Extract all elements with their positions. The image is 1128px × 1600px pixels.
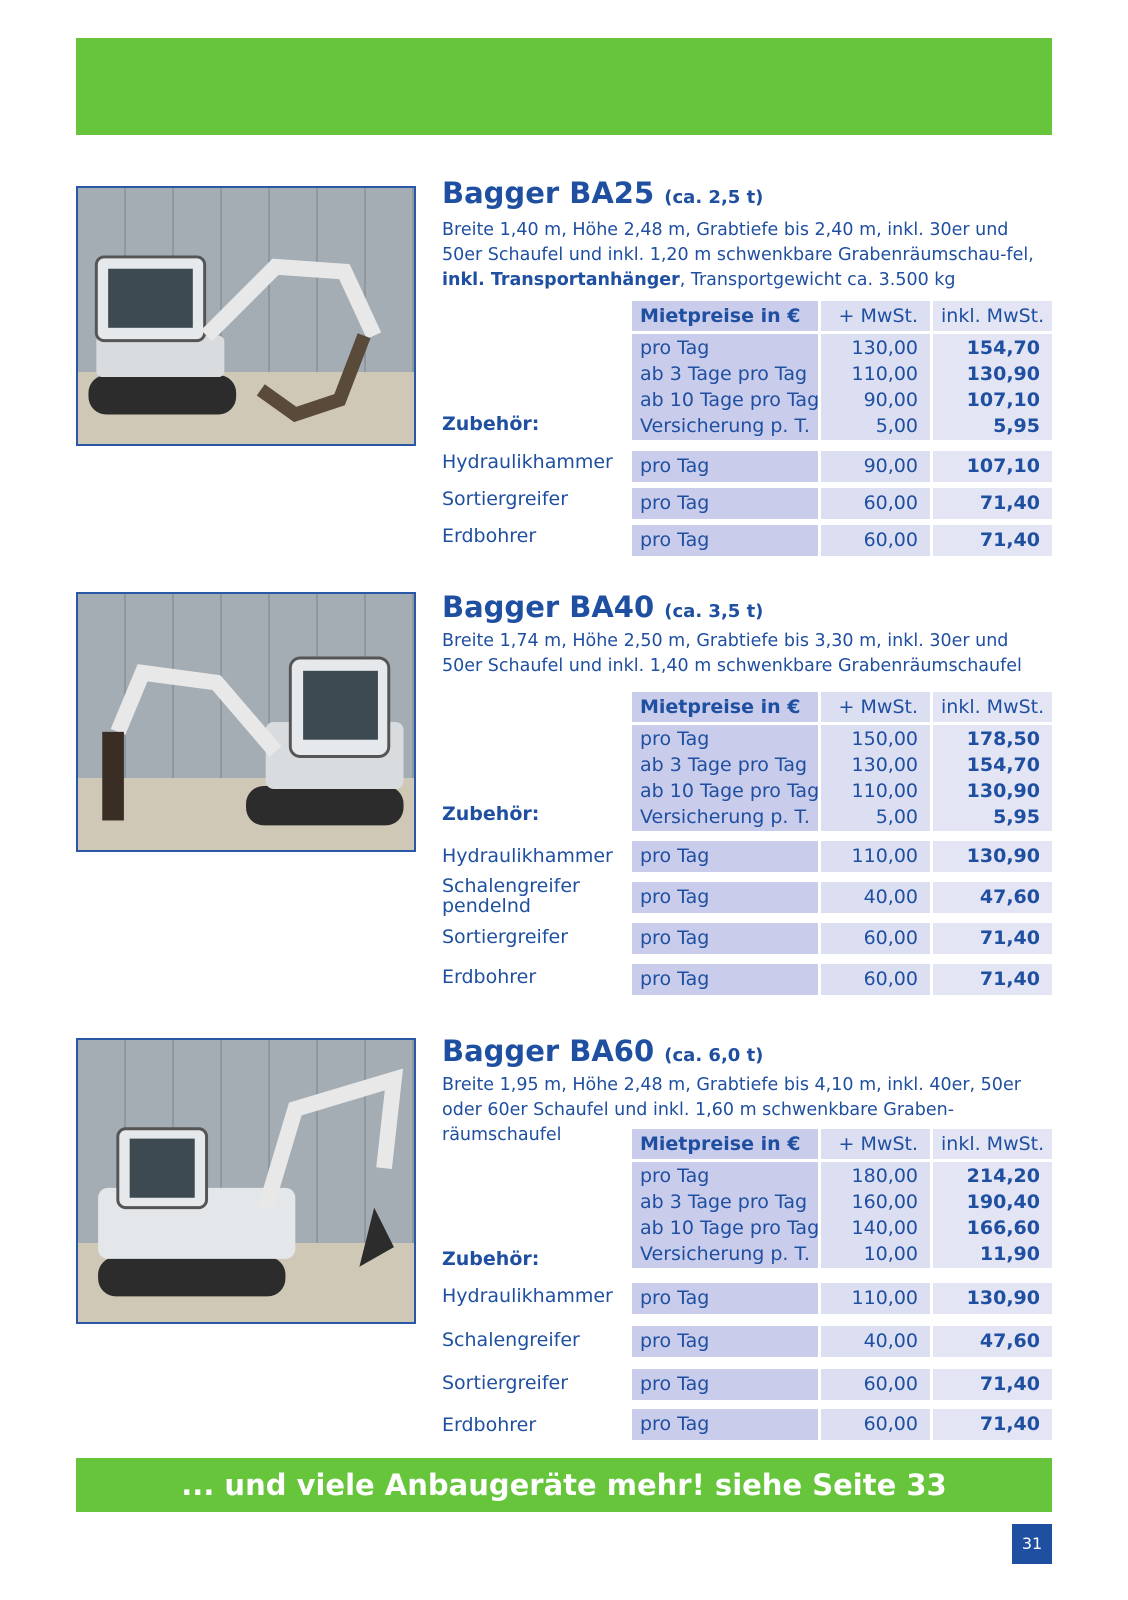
accessory-name: Hydraulikhammer xyxy=(442,1285,613,1307)
accessory-net: 60,00 xyxy=(821,1409,930,1440)
accessory-unit: pro Tag xyxy=(632,451,818,482)
rate-gross-ba40: 178,50 154,70 130,90 5,95 xyxy=(933,725,1052,831)
accessory-name: Schalengreifer xyxy=(442,1329,580,1351)
accessory-name: Sortiergreifer xyxy=(442,488,569,510)
accessory-name: Erdbohrer xyxy=(442,525,537,547)
accessory-gross: 71,40 xyxy=(933,488,1052,519)
page-number: 31 xyxy=(1012,1524,1052,1564)
accessory-gross: 107,10 xyxy=(933,451,1052,482)
accessory-name: Erdbohrer xyxy=(442,1414,537,1436)
rate-labels-ba60: pro Tag ab 3 Tage pro Tag ab 10 Tage pro Tag Versicherung p. T. xyxy=(632,1162,818,1268)
rate-header-ba60: Mietpreise in € xyxy=(632,1129,818,1159)
excavator-photo-ba60 xyxy=(76,1038,416,1324)
product-description-ba60: Breite 1,95 m, Höhe 2,48 m, Grabtiefe bis 4,10 m, inkl. 40er, 50er oder 60er Schaufel und inkl. 1,60 m schwenkbare Graben-räumschaufel xyxy=(442,1075,1021,1145)
rate-net-ba25: 130,00 110,00 90,00 5,00 xyxy=(821,334,930,440)
product-title-ba25: Bagger BA25 (ca. 2,5 t) xyxy=(442,176,764,210)
accessory-name: Sortiergreifer xyxy=(442,926,569,948)
accessory-net: 60,00 xyxy=(821,964,930,995)
accessory-net: 90,00 xyxy=(821,451,930,482)
rate-gross-ba60: 214,20 190,40 166,60 11,90 xyxy=(933,1162,1052,1268)
footer-banner: ... und viele Anbaugeräte mehr! siehe Seite 33 xyxy=(76,1458,1052,1512)
accessory-unit: pro Tag xyxy=(632,1283,818,1314)
rate-header-ba40: Mietpreise in € xyxy=(632,692,818,722)
product-title-ba40: Bagger BA40 (ca. 3,5 t) xyxy=(442,590,764,624)
accessory-net: 110,00 xyxy=(821,1283,930,1314)
accessory-name: Hydraulikhammer xyxy=(442,451,613,473)
accessory-net: 60,00 xyxy=(821,1369,930,1400)
accessory-gross: 71,40 xyxy=(933,1409,1052,1440)
zubehor-label-ba25: Zubehör: xyxy=(442,413,540,435)
rate-net-ba40: 150,00 130,00 110,00 5,00 xyxy=(821,725,930,831)
accessory-gross: 130,90 xyxy=(933,841,1052,872)
accessory-unit: pro Tag xyxy=(632,1409,818,1440)
accessory-net: 40,00 xyxy=(821,1326,930,1357)
accessory-name: Hydraulikhammer xyxy=(442,845,613,867)
accessory-unit: pro Tag xyxy=(632,1326,818,1357)
rate-labels-ba25: pro Tag ab 3 Tage pro Tag ab 10 Tage pro Tag Versicherung p. T. xyxy=(632,334,818,440)
accessory-name: Erdbohrer xyxy=(442,966,537,988)
zubehor-label-ba40: Zubehör: xyxy=(442,803,540,825)
accessory-name: Sortiergreifer xyxy=(442,1372,569,1394)
accessory-gross: 47,60 xyxy=(933,1326,1052,1357)
gross-header-ba60: inkl. MwSt. xyxy=(933,1129,1052,1159)
excavator-photo-ba40 xyxy=(76,592,416,852)
net-header-ba40: + MwSt. xyxy=(821,692,930,722)
product-title-ba60: Bagger BA60 (ca. 6,0 t) xyxy=(442,1034,764,1068)
accessory-unit: pro Tag xyxy=(632,841,818,872)
accessory-unit: pro Tag xyxy=(632,525,818,556)
accessory-gross: 71,40 xyxy=(933,964,1052,995)
excavator-ba40-graphic xyxy=(78,594,414,850)
zubehor-label-ba60: Zubehör: xyxy=(442,1248,540,1270)
accessory-gross: 71,40 xyxy=(933,525,1052,556)
rate-gross-ba25: 154,70 130,90 107,10 5,95 xyxy=(933,334,1052,440)
accessory-gross: 71,40 xyxy=(933,923,1052,954)
excavator-ba25-graphic xyxy=(78,188,414,444)
accessory-unit: pro Tag xyxy=(632,923,818,954)
gross-header-ba25: inkl. MwSt. xyxy=(933,301,1052,331)
excavator-photo-ba25 xyxy=(76,186,416,446)
accessory-net: 60,00 xyxy=(821,525,930,556)
rate-header-ba25: Mietpreise in € xyxy=(632,301,818,331)
accessory-gross: 71,40 xyxy=(933,1369,1052,1400)
excavator-ba60-graphic xyxy=(78,1040,414,1322)
accessory-name: Schalengreifer pendelnd xyxy=(442,875,580,917)
accessory-net: 40,00 xyxy=(821,882,930,913)
rate-labels-ba40: pro Tag ab 3 Tage pro Tag ab 10 Tage pro Tag Versicherung p. T. xyxy=(632,725,818,831)
gross-header-ba40: inkl. MwSt. xyxy=(933,692,1052,722)
product-description-ba25: Breite 1,40 m, Höhe 2,48 m, Grabtiefe bis 2,40 m, inkl. 30er und 50er Schaufel und inkl. 1,20 m schwenkbare Grabenräumschau-fel, inkl. Transportanhänger, Transportgewicht ca. 3.500 kg xyxy=(442,220,1034,290)
accessory-net: 60,00 xyxy=(821,488,930,519)
accessory-gross: 47,60 xyxy=(933,882,1052,913)
net-header-ba25: + MwSt. xyxy=(821,301,930,331)
accessory-gross: 130,90 xyxy=(933,1283,1052,1314)
accessory-net: 60,00 xyxy=(821,923,930,954)
accessory-unit: pro Tag xyxy=(632,488,818,519)
rate-net-ba60: 180,00 160,00 140,00 10,00 xyxy=(821,1162,930,1268)
accessory-unit: pro Tag xyxy=(632,1369,818,1400)
net-header-ba60: + MwSt. xyxy=(821,1129,930,1159)
accessory-net: 110,00 xyxy=(821,841,930,872)
top-banner xyxy=(76,38,1052,135)
accessory-unit: pro Tag xyxy=(632,882,818,913)
product-description-ba40: Breite 1,74 m, Höhe 2,50 m, Grabtiefe bis 3,30 m, inkl. 30er und 50er Schaufel und inkl. 1,40 m schwenkbare Grabenräumschaufel xyxy=(442,631,1022,676)
accessory-unit: pro Tag xyxy=(632,964,818,995)
